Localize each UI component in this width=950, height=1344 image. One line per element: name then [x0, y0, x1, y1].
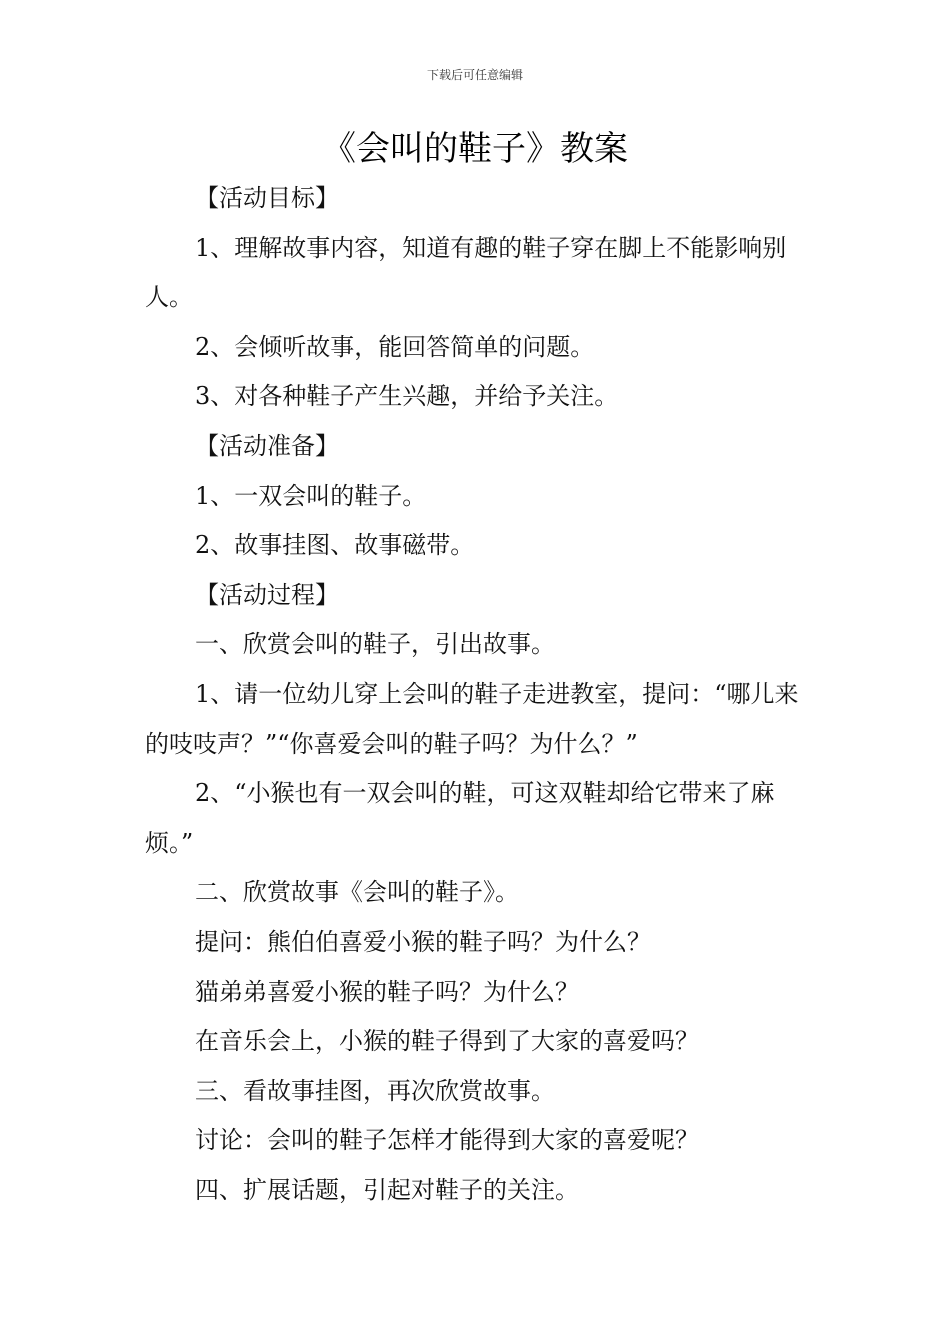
question-3: 在音乐会上，小猴的鞋子得到了大家的喜爱吗？ [195, 1027, 699, 1056]
process-step-3: 三、看故事挂图，再次欣赏故事。 [195, 1076, 555, 1105]
document-body [145, 174, 810, 1215]
question-2: 猫弟弟喜爱小猴的鞋子吗？为什么？ [195, 977, 579, 1006]
process-step-1: 一、欣赏会叫的鞋子，引出故事。 [195, 630, 555, 659]
goal-item-2: 2、会倾听故事，能回答简单的问题。 [195, 332, 595, 361]
process-step-1-2: 2、“小猴也有一双会叫的鞋，可这双鞋却给它带来了麻烦。” [145, 779, 775, 857]
question-1: 提问：熊伯伯喜爱小猴的鞋子吗？为什么？ [195, 927, 651, 956]
document-title: 《会叫的鞋子》教案 [322, 129, 628, 169]
prep-item-1: 1、一双会叫的鞋子。 [195, 481, 427, 510]
process-step-4: 四、扩展话题，引起对鞋子的关注。 [195, 1175, 579, 1204]
prep-item-2: 2、故事挂图、故事磁带。 [195, 531, 475, 560]
section-heading-process: 【活动过程】 [195, 580, 339, 609]
section-heading-preparation: 【活动准备】 [195, 431, 339, 460]
header-note: 下载后可任意编辑 [426, 68, 523, 82]
goal-item-1: 1、理解故事内容，知道有趣的鞋子穿在脚上不能影响别人。 [145, 233, 787, 312]
goal-item-3: 3、对各种鞋子产生兴趣，并给予关注。 [195, 382, 619, 411]
discussion: 讨论：会叫的鞋子怎样才能得到大家的喜爱呢？ [195, 1126, 699, 1155]
section-heading-goals: 【活动目标】 [195, 184, 339, 212]
process-step-2: 二、欣赏故事《会叫的鞋子》。 [195, 878, 519, 907]
process-step-1-1: 1、请一位幼儿穿上会叫的鞋子走进教室，提问：“哪儿来的吱吱声？”“你喜爱会叫的鞋子吗？为什么？” [145, 679, 799, 758]
